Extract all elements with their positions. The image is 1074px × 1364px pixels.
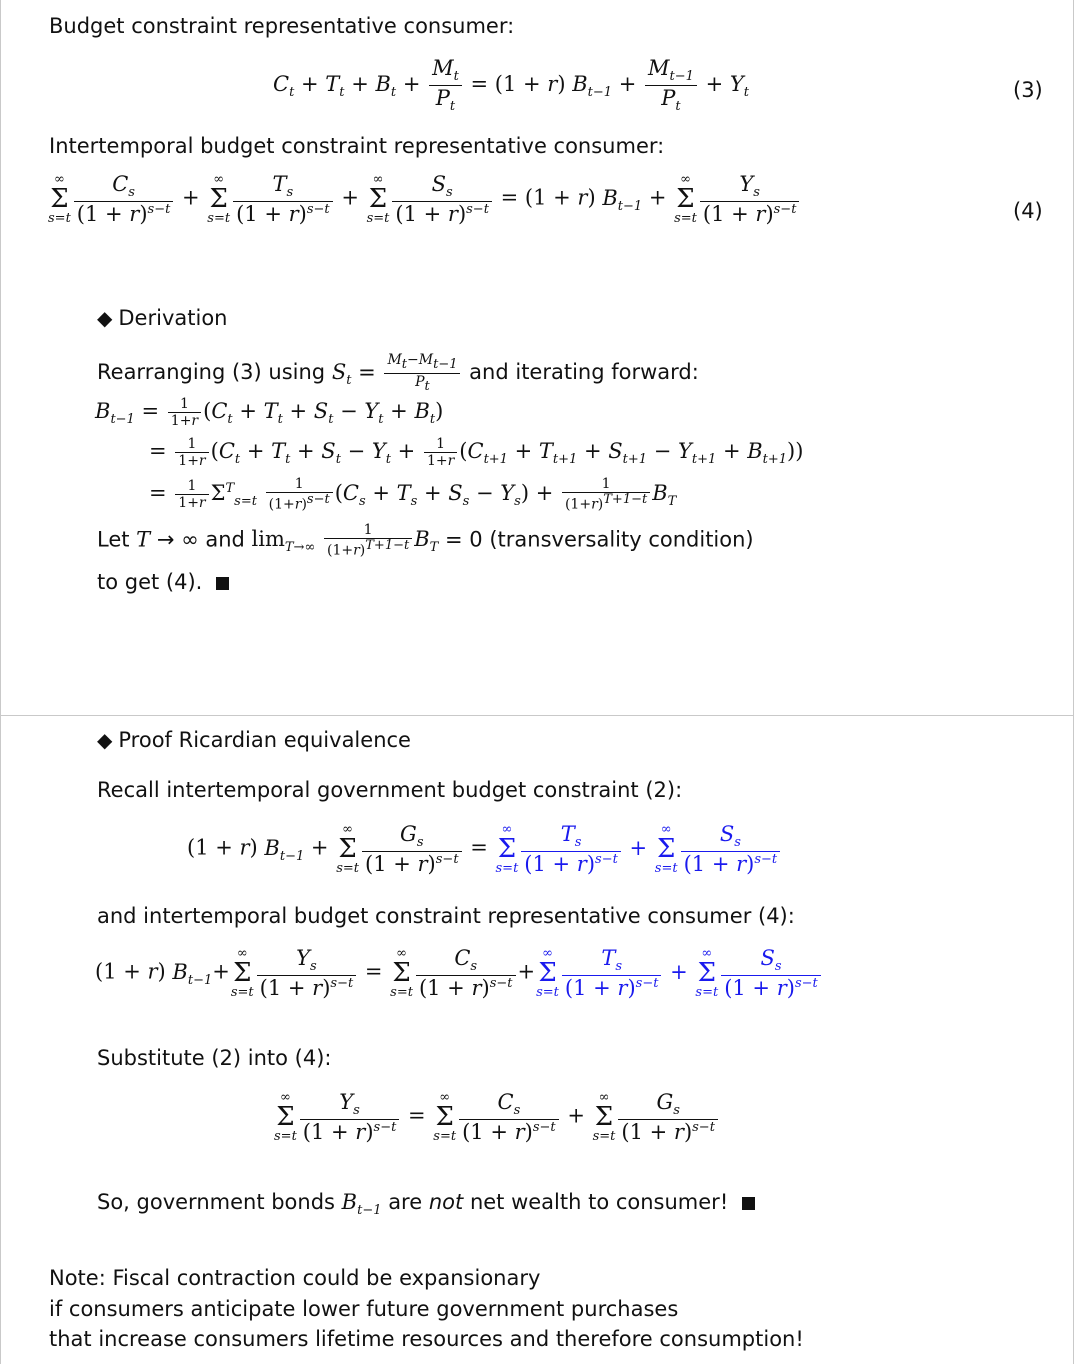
panel-ricardian-proof: [0, 716, 1074, 1364]
proof-substitute-line: Substitute (2) into (4):: [97, 1046, 332, 1070]
equation-budget-constraint: $C_t + T_t + B_t$ + $\frac{M_t}{P_t}$ = (1 + r) $B_{t-1}$ + $\frac{M_{t-1}}{P_t}$ + $Y_t$: [273, 56, 749, 115]
derivation-line-1: Rearranging (3) using $S_t$ = $\frac{M_t-M_{t-1}}{P_t}$ and iterating forward:: [97, 352, 699, 394]
equation-number-4: (4): [1013, 199, 1043, 223]
equation-ricardian-result: ∞ Σ s=t $\frac{Y_s}{(1 + r)^{s-t}}$ = ∞ Σ s=t $\frac{C_s}{(1 + r)^{s-t}}$ + ∞ Σ s=t $\frac{G_s}{(1 + r)^{s-t}}$: [273, 1090, 720, 1144]
derivation-step-3: = $\frac{1}{1+r}$ $\Sigma^T_{s=t}$ $\frac{1}{(1+r)^{s-t}}$ $(C_s + T_s + S_s - Y_s)$ + $\frac{1}{(1+r)^{T+1-t}}$ $B_T$: [149, 476, 677, 513]
equation-number-3: (3): [1013, 78, 1043, 102]
derivation-conclusion: to get (4).: [97, 570, 229, 595]
proof-title: ◆ Proof Ricardian equivalence: [97, 728, 411, 752]
derivation-step-1: $B_{t-1}$ = $\frac{1}{1+r}$ $(C_t + T_t + S_t - Y_t + B_t)$: [95, 396, 444, 430]
derivation-step-2: = $\frac{1}{1+r}$ ($C_t + T_t + S_t - Y_t$ + $\frac{1}{1+r}$ $(C_{t+1} + T_{t+1} + S_{t+1} - Y_{t+1} + B_{t+1})$): [149, 436, 804, 470]
diamond-bullet-icon: ◆: [97, 728, 113, 752]
equation-intertemporal-consumer: ∞ Σ s=t $\frac{C_s}{(1 + r)^{s-t}}$ + ∞ Σ s=t $\frac{T_s}{(1 + r)^{s-t}}$ + ∞ Σ s=t $\frac{S_s}{(1 + r)^{s-t}}$ = (1 + r) $B_{t-1}$ + ∞ Σ s=t $\frac{Y_s}{(1 + r)^{s-t}}$: [47, 172, 801, 226]
consumer-tax-seignorage-terms: ∞ Σ s=t $\frac{T_s}{(1 + r)^{s-t}}$ + ∞ Σ s=t $\frac{S_s}{(1 + r)^{s-t}}$: [535, 960, 823, 984]
diamond-bullet-icon: ◆: [97, 306, 113, 330]
derivation-title: ◆ Derivation: [97, 306, 228, 330]
government-revenue-terms: ∞ Σ s=t $\frac{T_s}{(1 + r)^{s-t}}$ + ∞ Σ s=t $\frac{S_s}{(1 + r)^{s-t}}$: [495, 836, 783, 860]
equation-consumer-budget: (1 + r) $B_{t-1}+$ ∞ Σ s=t $\frac{Y_s}{(1 + r)^{s-t}}$ = ∞ Σ s=t $\frac{C_s}{(1 + r)^{s-t}}$ + ∞ Σ s=t $\frac{T_s}{(1 + r)^{s-t}}$ + ∞ Σ s=t $\frac{S_s}{(1 + r)^{s-t}}$: [95, 946, 823, 1000]
budget-constraint-heading: Budget constraint representative consumer:: [49, 14, 515, 38]
intertemporal-heading: Intertemporal budget constraint representative consumer:: [49, 134, 665, 158]
note-line-2: if consumers anticipate lower future government purchases: [49, 1297, 679, 1321]
equation-government-budget: (1 + r) $B_{t-1}$ + ∞ Σ s=t $\frac{G_s}{(1 + r)^{s-t}}$ = ∞ Σ s=t $\frac{T_s}{(1 + r)^{s-t}}$ + ∞ Σ s=t $\frac{S_s}{(1 + r)^{s-t}}$: [187, 822, 782, 876]
note-line-3: that increase consumers lifetime resources and therefore consumption!: [49, 1327, 804, 1351]
qed-square-icon: [742, 1197, 755, 1210]
derivation-transversality-line: Let T → ∞ and $\lim_{T\to\infty}$ $\frac{1}{(1+r)^{T+1-t}}$ $B_T = 0$ (transversality condition): [97, 522, 754, 559]
proof-consumer-line: and intertemporal budget constraint representative consumer (4):: [97, 904, 795, 928]
proof-conclusion: So, government bonds $B_{t-1}$ are not net wealth to consumer!: [97, 1190, 755, 1219]
note-line-1: Note: Fiscal contraction could be expansionary: [49, 1266, 541, 1290]
proof-recall-line: Recall intertemporal government budget constraint (2):: [97, 778, 683, 802]
qed-square-icon: [216, 577, 229, 590]
